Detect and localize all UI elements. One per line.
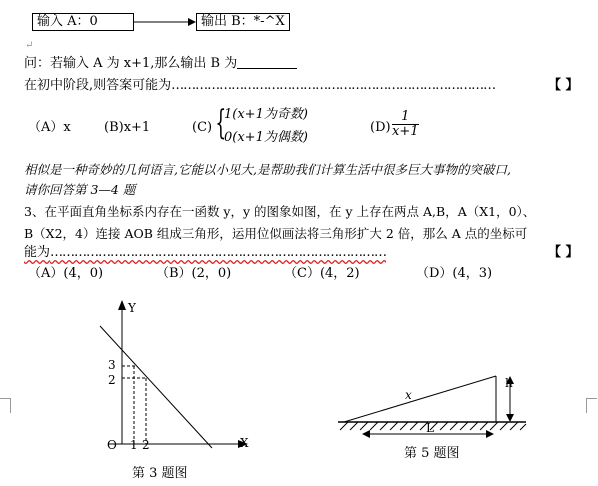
- fig5-label-h: h: [505, 376, 513, 390]
- q3-bracket: 【 】: [548, 245, 579, 260]
- y-axis-arrow: [118, 300, 126, 310]
- paragraph-mark: ↵: [25, 40, 34, 51]
- fig3-y-label: Y: [128, 301, 136, 315]
- q1-option-b: (B)x+1: [104, 120, 151, 135]
- q1-option-d-label: (D): [370, 120, 391, 135]
- leader-dots: …………………………………………………………………………: [50, 245, 387, 260]
- page-corner-right: [586, 398, 597, 413]
- q3-line3: [24, 245, 544, 261]
- q3-option-a: （A）(4，0): [28, 266, 104, 281]
- fig3-x-tick-2: 2: [142, 438, 150, 452]
- figure-5: [330, 360, 540, 450]
- fig3-y-tick-3: 3: [108, 358, 116, 372]
- q1-line1: [24, 56, 297, 72]
- q3-option-b: （B）(2，0): [156, 266, 232, 281]
- flow-box-input: 输入 A：0: [32, 13, 134, 31]
- fig5-caption: 第 5 题图: [404, 446, 460, 461]
- q3-line1: 3、在平面直角坐标系内存在一函数 y，y 的图象如图，在 y 上存在两点 A,B，A（X1，0）、: [24, 204, 536, 219]
- fig3-x-tick-1: 1: [130, 438, 138, 452]
- q1-bracket: 【 】: [548, 78, 579, 93]
- fraction-denominator: x+1: [392, 124, 419, 139]
- answer-blank: [237, 56, 297, 69]
- q1-line2: [24, 78, 584, 94]
- ramp-hypotenuse: [344, 376, 496, 422]
- q1-option-a: （A）x: [28, 120, 71, 135]
- fig3-origin-underline: [107, 437, 117, 451]
- flow-box-output: 输出 B：*-^X: [196, 13, 290, 31]
- q1-question-text: 问：若输入 A 为 x+1,那么输出 B 为: [24, 56, 238, 71]
- q1-option-d-fraction: [392, 110, 419, 139]
- fig3-origin-label: O: [107, 438, 117, 452]
- fig5-label-l: L: [426, 421, 434, 435]
- page-corner-left: [0, 398, 11, 413]
- q1-option-c-case1: 1(x+1为奇数): [224, 107, 308, 122]
- q3-option-d: （D）(4，3): [416, 266, 493, 281]
- fraction-numerator: 1: [392, 110, 419, 125]
- q1-prompt: 在初中阶段,则答案可能为: [24, 78, 172, 93]
- leader-dots: ………………………………………………………………………: [171, 78, 496, 93]
- q3-prompt: 能为: [24, 245, 51, 260]
- flow-arrow: [134, 15, 196, 29]
- intro-line1: 相似是一种奇妙的几何语言,它能以小见大,是帮助我们计算生活中很多巨大事物的突破口,: [24, 162, 511, 177]
- q3-line2: B（X2，4）连接 AOB 组成三角形，运用位似画法将三角形扩大 2 倍，那么 A 点的坐标可: [24, 226, 528, 241]
- fig3-caption: 第 3 题图: [132, 466, 188, 481]
- q3-option-c: （C）(4，2): [284, 266, 360, 281]
- fig3-y-tick-2: 2: [108, 373, 116, 387]
- fig5-label-x: x: [405, 388, 412, 402]
- intro-line2: 请你回答第 3—4 题: [24, 182, 136, 197]
- function-line: [100, 326, 212, 448]
- q1-option-c-label: (C): [192, 120, 213, 135]
- brace-symbol: {: [215, 103, 227, 143]
- q1-option-c-case2: 0(x+1为偶数): [224, 130, 308, 145]
- fig3-x-label: X: [240, 436, 249, 450]
